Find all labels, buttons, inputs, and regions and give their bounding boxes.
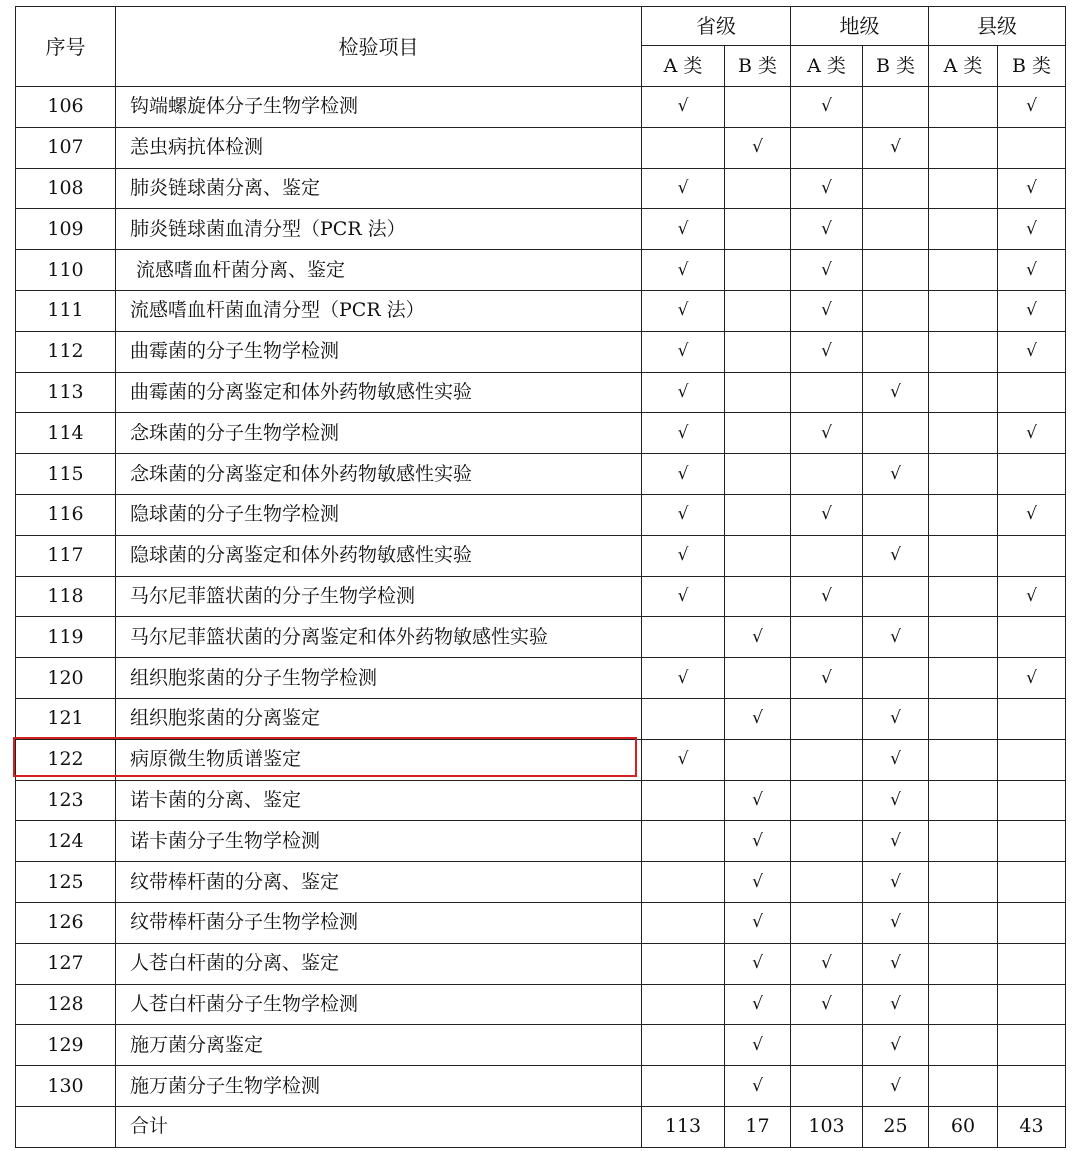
row-number: 111 bbox=[16, 290, 116, 331]
check-provincial-a bbox=[642, 984, 725, 1025]
check-prefectural-b: √ bbox=[863, 698, 929, 739]
header-prefectural: 地级 bbox=[791, 7, 929, 46]
row-item-name: 纹带棒杆菌的分离、鉴定 bbox=[116, 862, 642, 903]
check-provincial-a bbox=[642, 1025, 725, 1066]
check-prefectural-b: √ bbox=[863, 739, 929, 780]
row-number: 120 bbox=[16, 658, 116, 699]
table-row bbox=[16, 535, 1066, 576]
row-number: 114 bbox=[16, 413, 116, 454]
table-row bbox=[16, 984, 1066, 1025]
check-provincial-a: √ bbox=[642, 168, 725, 209]
check-prefectural-a: √ bbox=[791, 494, 863, 535]
row-item-name: 病原微生物质谱鉴定 bbox=[116, 739, 642, 780]
check-provincial-b bbox=[725, 739, 791, 780]
row-item-name: 施万菌分离鉴定 bbox=[116, 1025, 642, 1066]
header-provincial-a: A 类 bbox=[642, 46, 725, 87]
row-number: 127 bbox=[16, 943, 116, 984]
table-row bbox=[16, 1025, 1066, 1066]
check-provincial-b bbox=[725, 250, 791, 291]
table-row bbox=[16, 454, 1066, 495]
table-row bbox=[16, 127, 1066, 168]
check-prefectural-a: √ bbox=[791, 576, 863, 617]
header-provincial: 省级 bbox=[642, 7, 791, 46]
header-provincial-b: B 类 bbox=[725, 46, 791, 87]
check-provincial-b bbox=[725, 454, 791, 495]
check-prefectural-b: √ bbox=[863, 821, 929, 862]
check-prefectural-a bbox=[791, 698, 863, 739]
check-county-b: √ bbox=[998, 413, 1066, 454]
table-row bbox=[16, 943, 1066, 984]
check-prefectural-b: √ bbox=[863, 780, 929, 821]
check-provincial-b bbox=[725, 168, 791, 209]
row-item-name: 诺卡菌分子生物学检测 bbox=[116, 821, 642, 862]
table-row bbox=[16, 902, 1066, 943]
check-prefectural-a bbox=[791, 1066, 863, 1107]
check-county-a bbox=[929, 739, 998, 780]
check-provincial-b: √ bbox=[725, 127, 791, 168]
check-prefectural-a bbox=[791, 821, 863, 862]
check-prefectural-a bbox=[791, 1025, 863, 1066]
check-prefectural-b bbox=[863, 494, 929, 535]
check-provincial-a bbox=[642, 862, 725, 903]
table-row bbox=[16, 413, 1066, 454]
total-prefectural-a: 103 bbox=[791, 1106, 863, 1147]
check-county-a bbox=[929, 1025, 998, 1066]
table-body bbox=[16, 87, 1066, 1107]
row-number: 112 bbox=[16, 331, 116, 372]
check-county-b bbox=[998, 943, 1066, 984]
check-prefectural-a bbox=[791, 902, 863, 943]
check-provincial-a bbox=[642, 780, 725, 821]
table-row bbox=[16, 494, 1066, 535]
row-number: 124 bbox=[16, 821, 116, 862]
header-seq: 序号 bbox=[16, 7, 116, 87]
check-county-b: √ bbox=[998, 576, 1066, 617]
check-prefectural-a: √ bbox=[791, 87, 863, 128]
check-provincial-b bbox=[725, 494, 791, 535]
check-provincial-a: √ bbox=[642, 250, 725, 291]
check-provincial-b bbox=[725, 576, 791, 617]
row-number: 109 bbox=[16, 209, 116, 250]
check-provincial-b: √ bbox=[725, 1025, 791, 1066]
row-number: 126 bbox=[16, 902, 116, 943]
check-provincial-b: √ bbox=[725, 698, 791, 739]
check-provincial-b: √ bbox=[725, 984, 791, 1025]
table-row bbox=[16, 658, 1066, 699]
row-item-name: 马尔尼菲篮状菌的分子生物学检测 bbox=[116, 576, 642, 617]
check-county-b: √ bbox=[998, 331, 1066, 372]
check-provincial-b bbox=[725, 413, 791, 454]
check-county-b bbox=[998, 780, 1066, 821]
check-prefectural-b: √ bbox=[863, 127, 929, 168]
check-provincial-a bbox=[642, 617, 725, 658]
row-number: 116 bbox=[16, 494, 116, 535]
check-county-b: √ bbox=[998, 250, 1066, 291]
check-county-a bbox=[929, 821, 998, 862]
check-prefectural-b bbox=[863, 576, 929, 617]
check-prefectural-a bbox=[791, 372, 863, 413]
check-county-a bbox=[929, 494, 998, 535]
total-row bbox=[16, 1106, 1066, 1147]
check-county-a bbox=[929, 413, 998, 454]
check-county-a bbox=[929, 250, 998, 291]
check-provincial-a: √ bbox=[642, 576, 725, 617]
table-row bbox=[16, 617, 1066, 658]
check-provincial-a bbox=[642, 943, 725, 984]
check-prefectural-b: √ bbox=[863, 1066, 929, 1107]
check-prefectural-b bbox=[863, 290, 929, 331]
check-county-a bbox=[929, 902, 998, 943]
check-prefectural-b bbox=[863, 658, 929, 699]
check-prefectural-a bbox=[791, 127, 863, 168]
check-prefectural-b: √ bbox=[863, 902, 929, 943]
row-item-name: 肺炎链球菌分离、鉴定 bbox=[116, 168, 642, 209]
table-row bbox=[16, 331, 1066, 372]
row-number: 117 bbox=[16, 535, 116, 576]
total-prefectural-b: 25 bbox=[863, 1106, 929, 1147]
header-item: 检验项目 bbox=[116, 7, 642, 87]
check-provincial-a: √ bbox=[642, 454, 725, 495]
check-county-b bbox=[998, 454, 1066, 495]
row-item-name: 组织胞浆菌的分子生物学检测 bbox=[116, 658, 642, 699]
row-number: 108 bbox=[16, 168, 116, 209]
check-provincial-a: √ bbox=[642, 494, 725, 535]
check-county-b bbox=[998, 862, 1066, 903]
check-county-a bbox=[929, 535, 998, 576]
row-item-name: 隐球菌的分子生物学检测 bbox=[116, 494, 642, 535]
check-county-a bbox=[929, 943, 998, 984]
check-provincial-a: √ bbox=[642, 209, 725, 250]
check-prefectural-b: √ bbox=[863, 943, 929, 984]
row-item-name: 念珠菌的分子生物学检测 bbox=[116, 413, 642, 454]
check-prefectural-a: √ bbox=[791, 250, 863, 291]
check-prefectural-a: √ bbox=[791, 658, 863, 699]
check-prefectural-b: √ bbox=[863, 1025, 929, 1066]
table-row bbox=[16, 250, 1066, 291]
check-prefectural-a: √ bbox=[791, 168, 863, 209]
check-provincial-a bbox=[642, 821, 725, 862]
check-prefectural-a bbox=[791, 454, 863, 495]
check-prefectural-b: √ bbox=[863, 454, 929, 495]
check-provincial-a: √ bbox=[642, 290, 725, 331]
row-number: 121 bbox=[16, 698, 116, 739]
check-county-b: √ bbox=[998, 658, 1066, 699]
check-provincial-b bbox=[725, 372, 791, 413]
check-county-b: √ bbox=[998, 87, 1066, 128]
check-county-b bbox=[998, 739, 1066, 780]
total-county-b: 43 bbox=[998, 1106, 1066, 1147]
header-county-a: A 类 bbox=[929, 46, 998, 87]
table-row bbox=[16, 290, 1066, 331]
row-item-name: 念珠菌的分离鉴定和体外药物敏感性实验 bbox=[116, 454, 642, 495]
check-prefectural-a bbox=[791, 535, 863, 576]
table-row bbox=[16, 372, 1066, 413]
check-county-b bbox=[998, 127, 1066, 168]
row-item-name: 恙虫病抗体检测 bbox=[116, 127, 642, 168]
check-provincial-b bbox=[725, 535, 791, 576]
row-item-name: 人苍白杆菌分子生物学检测 bbox=[116, 984, 642, 1025]
check-prefectural-b bbox=[863, 331, 929, 372]
row-number: 129 bbox=[16, 1025, 116, 1066]
check-county-b bbox=[998, 698, 1066, 739]
row-number: 128 bbox=[16, 984, 116, 1025]
row-number: 106 bbox=[16, 87, 116, 128]
check-county-a bbox=[929, 331, 998, 372]
check-county-b bbox=[998, 984, 1066, 1025]
header-row-top bbox=[16, 7, 1066, 46]
check-provincial-b: √ bbox=[725, 1066, 791, 1107]
check-county-a bbox=[929, 698, 998, 739]
check-county-b bbox=[998, 535, 1066, 576]
table-row bbox=[16, 1066, 1066, 1107]
check-provincial-a: √ bbox=[642, 87, 725, 128]
check-county-b bbox=[998, 617, 1066, 658]
check-prefectural-a: √ bbox=[791, 331, 863, 372]
check-prefectural-b: √ bbox=[863, 862, 929, 903]
header-county-b: B 类 bbox=[998, 46, 1066, 87]
check-provincial-b: √ bbox=[725, 943, 791, 984]
check-provincial-a: √ bbox=[642, 331, 725, 372]
check-provincial-b bbox=[725, 209, 791, 250]
check-county-a bbox=[929, 780, 998, 821]
check-provincial-b bbox=[725, 658, 791, 699]
check-provincial-b bbox=[725, 331, 791, 372]
row-item-name: 施万菌分子生物学检测 bbox=[116, 1066, 642, 1107]
table-row bbox=[16, 862, 1066, 903]
check-provincial-b bbox=[725, 290, 791, 331]
check-county-b: √ bbox=[998, 494, 1066, 535]
check-prefectural-b: √ bbox=[863, 372, 929, 413]
total-county-a: 60 bbox=[929, 1106, 998, 1147]
check-county-b: √ bbox=[998, 168, 1066, 209]
row-number: 130 bbox=[16, 1066, 116, 1107]
check-county-a bbox=[929, 658, 998, 699]
table-row bbox=[16, 87, 1066, 128]
check-county-a bbox=[929, 617, 998, 658]
table-row bbox=[16, 780, 1066, 821]
check-prefectural-a: √ bbox=[791, 209, 863, 250]
check-prefectural-b bbox=[863, 250, 929, 291]
check-provincial-a: √ bbox=[642, 535, 725, 576]
check-county-b bbox=[998, 902, 1066, 943]
check-county-b bbox=[998, 372, 1066, 413]
table-row bbox=[16, 698, 1066, 739]
row-item-name: 隐球菌的分离鉴定和体外药物敏感性实验 bbox=[116, 535, 642, 576]
check-county-b: √ bbox=[998, 209, 1066, 250]
row-number: 110 bbox=[16, 250, 116, 291]
check-provincial-a: √ bbox=[642, 658, 725, 699]
check-prefectural-b bbox=[863, 209, 929, 250]
check-provincial-b: √ bbox=[725, 780, 791, 821]
check-county-a bbox=[929, 168, 998, 209]
check-provincial-a bbox=[642, 1066, 725, 1107]
check-prefectural-a bbox=[791, 617, 863, 658]
table-row bbox=[16, 168, 1066, 209]
check-provincial-b: √ bbox=[725, 902, 791, 943]
row-number: 118 bbox=[16, 576, 116, 617]
row-number: 113 bbox=[16, 372, 116, 413]
check-county-b bbox=[998, 1025, 1066, 1066]
header-prefectural-b: B 类 bbox=[863, 46, 929, 87]
check-provincial-a: √ bbox=[642, 739, 725, 780]
check-prefectural-a bbox=[791, 739, 863, 780]
check-prefectural-a: √ bbox=[791, 413, 863, 454]
check-provincial-b bbox=[725, 87, 791, 128]
row-number: 115 bbox=[16, 454, 116, 495]
inspection-table-container bbox=[15, 6, 1066, 1148]
row-number: 125 bbox=[16, 862, 116, 903]
row-item-name: 流感嗜血杆菌分离、鉴定 bbox=[116, 250, 642, 291]
check-prefectural-a bbox=[791, 862, 863, 903]
total-label: 合计 bbox=[116, 1106, 642, 1147]
row-item-name: 曲霉菌的分子生物学检测 bbox=[116, 331, 642, 372]
check-county-b bbox=[998, 821, 1066, 862]
row-number: 123 bbox=[16, 780, 116, 821]
check-provincial-a: √ bbox=[642, 372, 725, 413]
header-prefectural-a: A 类 bbox=[791, 46, 863, 87]
check-county-a bbox=[929, 87, 998, 128]
check-county-a bbox=[929, 290, 998, 331]
row-item-name: 马尔尼菲篮状菌的分离鉴定和体外药物敏感性实验 bbox=[116, 617, 642, 658]
check-county-a bbox=[929, 372, 998, 413]
inspection-items-table bbox=[15, 6, 1066, 1148]
check-county-a bbox=[929, 209, 998, 250]
total-seq-cell bbox=[16, 1106, 116, 1147]
row-number: 122 bbox=[16, 739, 116, 780]
row-number: 107 bbox=[16, 127, 116, 168]
check-prefectural-b: √ bbox=[863, 984, 929, 1025]
total-provincial-b: 17 bbox=[725, 1106, 791, 1147]
check-provincial-a bbox=[642, 127, 725, 168]
check-county-b: √ bbox=[998, 290, 1066, 331]
row-item-name: 钩端螺旋体分子生物学检测 bbox=[116, 87, 642, 128]
row-item-name: 诺卡菌的分离、鉴定 bbox=[116, 780, 642, 821]
check-provincial-a bbox=[642, 698, 725, 739]
check-prefectural-b: √ bbox=[863, 617, 929, 658]
check-prefectural-a: √ bbox=[791, 290, 863, 331]
check-prefectural-a bbox=[791, 780, 863, 821]
check-provincial-a bbox=[642, 902, 725, 943]
check-provincial-b: √ bbox=[725, 862, 791, 903]
check-prefectural-b bbox=[863, 87, 929, 128]
row-item-name: 流感嗜血杆菌血清分型（PCR 法） bbox=[116, 290, 642, 331]
check-prefectural-a: √ bbox=[791, 943, 863, 984]
total-provincial-a: 113 bbox=[642, 1106, 725, 1147]
row-item-name: 组织胞浆菌的分离鉴定 bbox=[116, 698, 642, 739]
check-prefectural-b bbox=[863, 413, 929, 454]
check-county-a bbox=[929, 984, 998, 1025]
check-provincial-a: √ bbox=[642, 413, 725, 454]
header-county: 县级 bbox=[929, 7, 1066, 46]
row-item-name: 曲霉菌的分离鉴定和体外药物敏感性实验 bbox=[116, 372, 642, 413]
table-row bbox=[16, 739, 1066, 780]
table-row bbox=[16, 576, 1066, 617]
row-number: 119 bbox=[16, 617, 116, 658]
check-prefectural-a: √ bbox=[791, 984, 863, 1025]
row-item-name: 纹带棒杆菌分子生物学检测 bbox=[116, 902, 642, 943]
check-provincial-b: √ bbox=[725, 617, 791, 658]
check-prefectural-b: √ bbox=[863, 535, 929, 576]
check-county-a bbox=[929, 1066, 998, 1107]
check-county-a bbox=[929, 454, 998, 495]
check-county-a bbox=[929, 576, 998, 617]
row-item-name: 肺炎链球菌血清分型（PCR 法） bbox=[116, 209, 642, 250]
row-item-name: 人苍白杆菌的分离、鉴定 bbox=[116, 943, 642, 984]
check-prefectural-b bbox=[863, 168, 929, 209]
check-provincial-b: √ bbox=[725, 821, 791, 862]
table-row bbox=[16, 209, 1066, 250]
check-county-a bbox=[929, 127, 998, 168]
check-county-b bbox=[998, 1066, 1066, 1107]
table-row bbox=[16, 821, 1066, 862]
check-county-a bbox=[929, 862, 998, 903]
